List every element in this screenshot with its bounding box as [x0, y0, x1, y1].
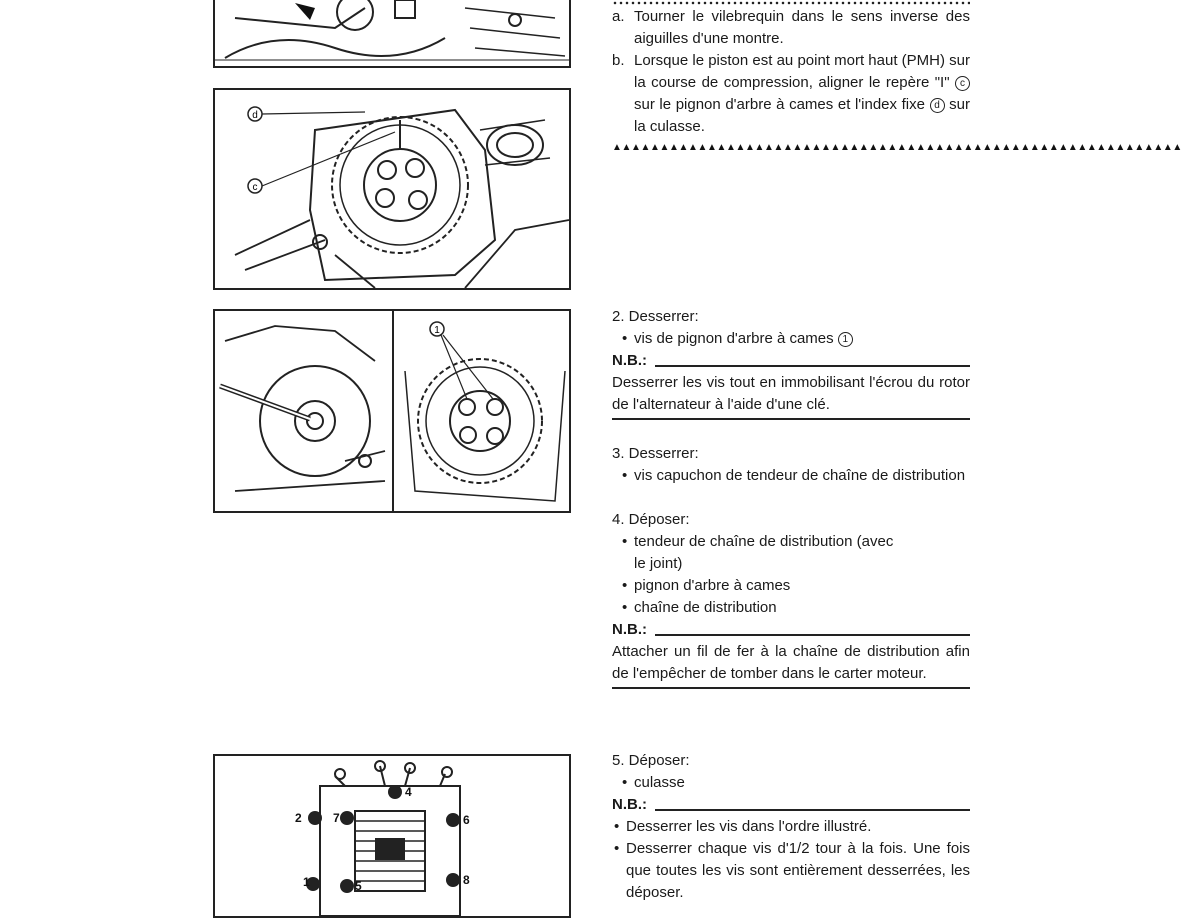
step-3-section [612, 443, 970, 487]
bolt-number-8: 8 [463, 873, 470, 887]
figure-loosen-sprocket-drawing [215, 311, 569, 511]
item-b-label: b. [612, 52, 625, 69]
bolt-number-5: 5 [355, 879, 362, 893]
callout-c: c [252, 182, 258, 193]
item-b-text-1: Lorsque le piston est au point mort haut (PMH) sur la course de compression, aligner le repère "I" [634, 52, 970, 91]
figure-cam-sprocket-alignment [213, 88, 571, 290]
figure-engine-top [213, 0, 571, 68]
nb-end-rule [612, 687, 970, 689]
figure-engine-top-drawing [215, 0, 569, 66]
bolt-number-6: 6 [463, 813, 470, 827]
callout-d: d [252, 110, 258, 121]
item-b-text-2: sur le pignon d'arbre à cames et l'index fixe [634, 96, 925, 113]
step-4-bullet-1: • tendeur de chaîne de distribution (avec le joint) [612, 531, 904, 575]
step-5-nb-header [612, 794, 970, 816]
figure-cylinder-head-bolt-order [213, 754, 571, 918]
step-4-bullet-3: • chaîne de distribution [612, 597, 970, 619]
step-4-nb-header [612, 619, 970, 641]
step-3-bullet: • vis capuchon de tendeur de chaîne de distribution [612, 465, 970, 487]
step-4-bullet-2: • pignon d'arbre à cames [612, 575, 970, 597]
nb-rule [655, 365, 970, 367]
step-2-bullet-text: vis de pignon d'arbre à cames [634, 330, 834, 347]
step-5-nb-label: N.B.: [612, 796, 647, 813]
step-2-heading: 2. Desserrer: [612, 308, 699, 325]
warning-triangle-row: ▲▲▲▲▲▲▲▲▲▲▲▲▲▲▲▲▲▲▲▲▲▲▲▲▲▲▲▲▲▲▲▲▲▲▲▲▲▲▲▲▲▲▲▲▲▲▲▲▲▲▲▲▲▲▲▲▲▲▲▲ [612, 142, 1182, 153]
bolt-number-1: 1 [303, 875, 310, 889]
mark-d-icon: d [930, 98, 945, 113]
nb-end-rule [612, 418, 970, 420]
step-4-heading: 4. Déposer: [612, 511, 690, 528]
mark-1-icon: 1 [838, 332, 853, 347]
step-1-item-a [612, 6, 970, 50]
item-b-text-3: sur la culasse. [634, 96, 970, 135]
step-5-nb-bullet-2: • Desserrer chaque vis d'1/2 tour à la fois. Une fois que toutes les vis sont entièrement desserrées, les déposer. [612, 838, 970, 904]
step-2-nb-header [612, 350, 970, 372]
step-2-bullet [612, 328, 970, 350]
step-3-heading: 3. Desserrer: [612, 445, 699, 462]
bolt-number-7: 7 [333, 811, 340, 825]
step-5-section [612, 750, 970, 904]
callout-1: 1 [434, 325, 440, 336]
nb-rule [655, 634, 970, 636]
item-a-label: a. [612, 8, 625, 25]
step-1-text [612, 6, 970, 138]
figure-cylinder-head-drawing [215, 756, 569, 916]
bolt-number-4: 4 [405, 785, 412, 799]
step-1-item-b [612, 50, 970, 138]
nb-rule [655, 809, 970, 811]
step-5-nb-bullet-1: • Desserrer les vis dans l'ordre illustré. [612, 816, 970, 838]
step-5-bullet: • culasse [612, 772, 970, 794]
item-a-text: Tourner le vilebrequin dans le sens inverse des aiguilles d'une montre. [634, 8, 970, 47]
step-2-nb-label: N.B.: [612, 352, 647, 369]
bolt-number-2: 2 [295, 811, 302, 825]
mark-c-icon: c [955, 76, 970, 91]
step-4-nb-text: Attacher un fil de fer à la chaîne de distribution afin de l'empêcher de tomber dans le carter moteur. [612, 643, 970, 682]
step-4-section [612, 509, 970, 689]
step-5-heading: 5. Déposer: [612, 752, 690, 769]
step-2-section [612, 306, 970, 420]
step-2-nb-text: Desserrer les vis tout en immobilisant l'écrou du rotor de l'alternateur à l'aide d'une clé. [612, 374, 970, 413]
figure-cam-sprocket-drawing [215, 90, 569, 288]
figure-loosen-sprocket-bolts [213, 309, 571, 513]
step-4-nb-label: N.B.: [612, 621, 647, 638]
